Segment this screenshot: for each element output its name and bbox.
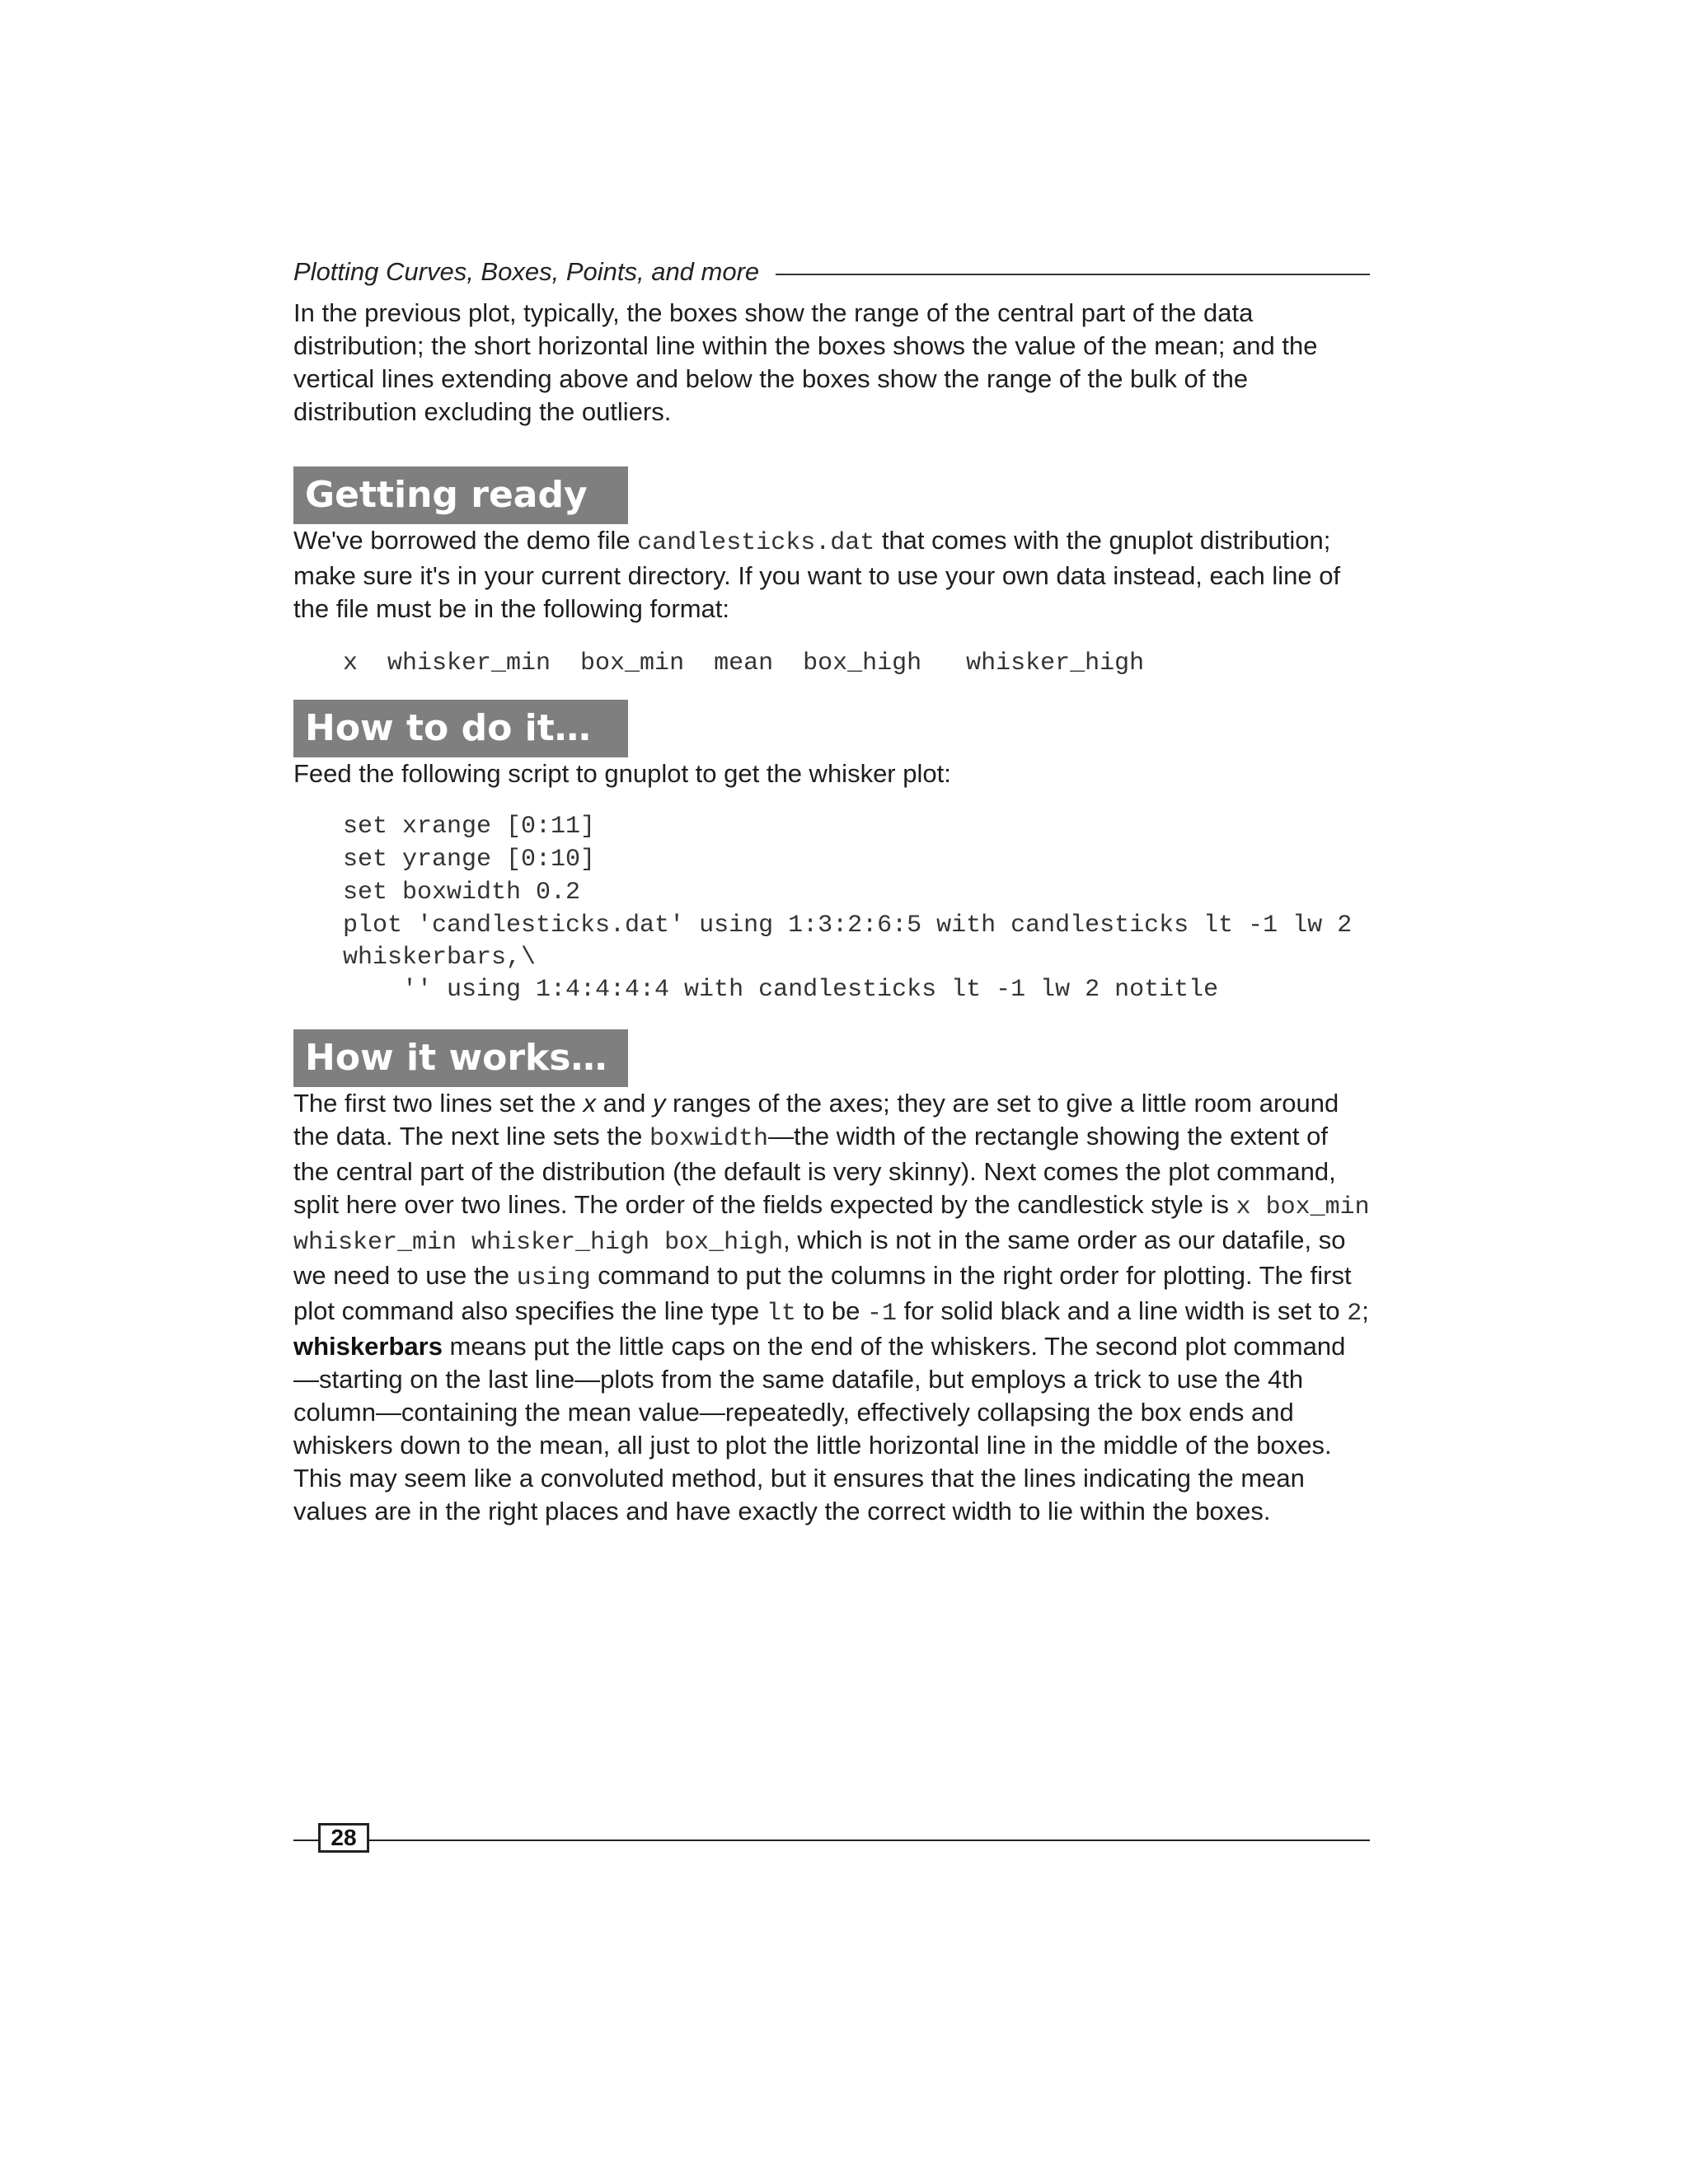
code-line: set yrange [0:10] <box>343 846 596 874</box>
page-content <box>293 247 1370 1528</box>
footer-rule-right <box>369 1840 1370 1841</box>
text-run: that comes with the gnuplot distribution; make sure it's in your current directory. If you want to use your own data instead, each line of the file must be in the following format: <box>293 526 1341 623</box>
intro-paragraph: In the previous plot, typically, the boxes show the range of the central part of the data distribution; the short horizontal line within the boxes shows the value of the mean; and the vertical lines extending above and below the boxes show the range of the bulk of the distribution excluding the outliers. <box>293 298 1318 426</box>
text-run: The first two lines set the <box>293 1089 584 1118</box>
text-run: and <box>595 1089 653 1118</box>
bold-term-whiskerbars: whiskerbars <box>293 1332 443 1361</box>
inline-code-using: using <box>516 1264 591 1292</box>
inline-code-lt: lt <box>766 1300 796 1328</box>
section-heading-how-to: How to do it… <box>293 700 628 757</box>
how-it-works-paragraph <box>293 1087 1370 1528</box>
text-run: —the width of the rectangle showing the extent of the central part of the distribution (the default is very skinny). Next comes the plot command, split here over two lines. The order of the fields expected by the candlestick style is <box>293 1122 1336 1219</box>
header-rule <box>776 274 1370 275</box>
inline-code-minus-one: -1 <box>867 1300 898 1328</box>
how-to-paragraph: Feed the following script to gnuplot to get the whisker plot: <box>293 759 951 788</box>
italic-var-y: y <box>652 1089 666 1118</box>
data-format-line: x whisker_min box_min mean box_high whisker_high <box>343 649 1145 677</box>
getting-ready-paragraph <box>293 524 1370 626</box>
text-run: command to put the columns in the right order for plotting. The first plot command also specifies the line type <box>293 1261 1352 1325</box>
section-heading-how-it-works: How it works… <box>293 1029 628 1087</box>
text-run: We've borrowed the demo file <box>293 526 638 555</box>
chapter-title: Plotting Curves, Boxes, Points, and more <box>293 257 760 286</box>
italic-var-x: x <box>583 1089 596 1118</box>
gnuplot-script <box>343 810 1370 1006</box>
section-heading-getting-ready: Getting ready <box>293 466 628 524</box>
code-line: '' using 1:4:4:4:4 with candlesticks lt -1 lw 2 notitle <box>402 976 1219 1004</box>
text-run: ; <box>1362 1296 1369 1325</box>
page-footer <box>293 1823 1370 1856</box>
code-line: set xrange [0:11] <box>343 813 596 841</box>
text-run: for solid black and a line width is set to <box>897 1296 1348 1325</box>
inline-code-boxwidth: boxwidth <box>649 1125 769 1153</box>
text-run: , which is not in the same order as our datafile, so we need to use the <box>293 1226 1346 1290</box>
code-line: whiskerbars,\ <box>343 944 537 972</box>
running-header <box>293 247 1370 297</box>
text-run: to be <box>795 1296 868 1325</box>
text-run: ranges of the axes; they are set to give a little room around the data. The next line sets the <box>293 1089 1339 1151</box>
code-line: set boxwidth 0.2 <box>343 879 581 907</box>
inline-code-filename: candlesticks.dat <box>637 529 875 557</box>
inline-code-field-order: x box_min whisker_min whisker_high box_high <box>293 1193 1370 1257</box>
inline-code-two: 2 <box>1347 1300 1362 1328</box>
page-number: 28 <box>318 1823 369 1853</box>
text-run: means put the little caps on the end of the whiskers. The second plot command—starting on the last line—plots from the same datafile, but employs a trick to use the 4th column—containing the mean value—repeatedly, effectively collapsing the box ends and whiskers down to the mean, all just to plot the little horizontal line in the middle of the boxes. This may seem like a convoluted method, but it ensures that the lines indicating the mean values are in the right places and have exactly the correct width to lie within the boxes. <box>293 1332 1346 1526</box>
footer-rule-left <box>293 1840 318 1841</box>
code-line: plot 'candlesticks.dat' using 1:3:2:6:5 with candlesticks lt -1 lw 2 <box>343 912 1353 940</box>
